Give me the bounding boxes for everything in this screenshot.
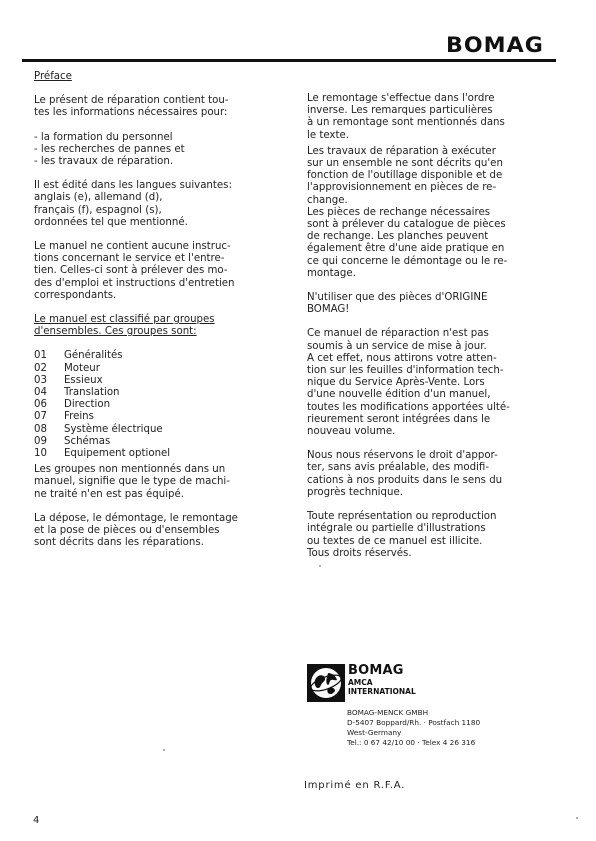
- reassembly-paragraph: [307, 93, 543, 142]
- globe-icon: [307, 664, 345, 702]
- text-line: d'ensembles. Ces groupes sont:: [34, 326, 197, 338]
- text-line: manuel, signifie que le type de machi-: [34, 476, 230, 488]
- text-line: Le manuel ne contient aucune instruc-: [34, 241, 231, 253]
- text-line: Les pièces de rechange nécessaires: [307, 206, 491, 218]
- reproduction-paragraph: [307, 511, 543, 560]
- text-line: soumis à un service de mise à jour.: [307, 340, 487, 352]
- text-line: inverse. Les remarques particulières: [307, 105, 493, 117]
- address-line: West-Germany: [347, 728, 402, 737]
- scan-speck: [163, 749, 165, 751]
- text-line: Le manuel est classifié par groupes: [34, 314, 215, 326]
- logo-line-brand: BOMAG: [348, 663, 404, 678]
- text-line: La dépose, le démontage, le remontage: [34, 512, 238, 524]
- text-line: nique du Service Après-Vente. Lors: [307, 377, 485, 389]
- list-item: - la formation du personnel: [34, 131, 173, 143]
- address-line: Tel.: 0 67 42/10 00 · Telex 4 26 316: [347, 738, 476, 747]
- text-line: A cet effet, nous attirons votre atten-: [307, 352, 497, 364]
- group-name: Direction: [64, 399, 111, 411]
- repair-work-paragraph: [307, 146, 543, 207]
- group-number: 06: [34, 399, 47, 411]
- group-name: Translation: [64, 387, 120, 399]
- imprint-note: Imprimé en R.F.A.: [304, 780, 406, 791]
- left-column: [34, 71, 274, 550]
- list-item: - les recherches de pannes et: [34, 143, 185, 155]
- text-line: anglais (e), allemand (d),: [34, 192, 163, 204]
- group-number: 09: [34, 435, 47, 447]
- group-item: [34, 424, 274, 436]
- text-line: tions concernant le service et l'entre-: [34, 253, 225, 265]
- text-line: de rechange. Les planches peuvent: [307, 231, 489, 243]
- group-item: [34, 375, 274, 387]
- text-line: sur un ensemble ne sont décrits qu'en: [307, 158, 503, 170]
- text-line: ne traité n'en est pas équipé.: [34, 488, 184, 500]
- logo-wordmark: [348, 664, 416, 696]
- text-line: cations à nos produits dans le sens du: [307, 474, 503, 486]
- group-name: Généralités: [64, 350, 123, 362]
- text-line: ter, sans avis préalable, des modifi-: [307, 462, 490, 474]
- text-line: Les travaux de réparation à exécuter: [307, 145, 496, 157]
- text-line: Ce manuel de réparaction n'est pas: [307, 328, 489, 340]
- text-line: ordonnées tel que mentionné.: [34, 216, 188, 228]
- text-line: à un remontage sont mentionnés dans: [307, 117, 505, 129]
- group-name: Essieux: [64, 374, 103, 386]
- text-line: correspondants.: [34, 289, 117, 301]
- group-item: [34, 448, 274, 460]
- group-number: 01: [34, 350, 47, 362]
- groups-heading: [34, 314, 274, 338]
- group-item: [34, 387, 274, 399]
- text-line: tion sur les feuilles d'information tech-: [307, 365, 504, 377]
- text-line: sont décrits dans les réparations.: [34, 537, 204, 549]
- logo-line-amca: AMCA: [348, 678, 373, 687]
- intro-paragraph: [34, 95, 274, 119]
- text-line: d'une nouvelle édition d'un manuel,: [307, 389, 491, 401]
- text-line: également être d'une aide pratique en: [307, 243, 505, 255]
- group-number: 03: [34, 374, 47, 386]
- group-item: [34, 350, 274, 362]
- purpose-list: [34, 132, 274, 169]
- text-line: le texte.: [307, 129, 349, 141]
- text-line: tien. Celles-ci sont à prélever des mo-: [34, 265, 228, 277]
- address-line: D-5407 Boppard/Rh. · Postfach 1180: [347, 718, 481, 727]
- company-logo: [307, 664, 447, 702]
- group-name: Moteur: [64, 362, 100, 374]
- scan-speck: [576, 817, 578, 819]
- text-line: intégrale ou partielle d'illustrations: [307, 523, 486, 535]
- text-line: Tous droits réservés.: [307, 547, 412, 559]
- group-item: [34, 363, 274, 375]
- text-line: des d'emploi et instructions d'entretien: [34, 277, 235, 289]
- text-line: tes les informations nécessaires pour:: [34, 107, 228, 119]
- manual-note-paragraph: [34, 241, 274, 302]
- spare-parts-paragraph: [307, 207, 543, 280]
- text-line: l'approvisionnement en pièces de re-: [307, 182, 497, 194]
- removal-paragraph: [34, 513, 274, 550]
- text-line: Le présent de réparation contient tou-: [34, 95, 229, 107]
- group-item: [34, 436, 274, 448]
- group-name: Freins: [64, 411, 94, 423]
- updates-paragraph: [307, 328, 543, 438]
- header-rule: [22, 59, 556, 62]
- text-line: Les groupes non mentionnés dans un: [34, 464, 226, 476]
- logo-line-international: INTERNATIONAL: [348, 687, 416, 696]
- text-line: Nous nous réservons le droit d'appor-: [307, 450, 498, 462]
- text-line: rieurement seront intégrées dans le: [307, 413, 491, 425]
- not-mentioned-paragraph: [34, 464, 274, 501]
- text-line: progrès technique.: [307, 486, 403, 498]
- right-column: [307, 93, 543, 560]
- company-address: [347, 708, 480, 748]
- text-line: Le remontage s'effectue dans l'ordre: [307, 93, 495, 104]
- text-line: N'utiliser que des pièces d'ORIGINE: [307, 292, 488, 304]
- address-line: BOMAG-MENCK GMBH: [347, 708, 429, 717]
- group-item: [34, 399, 274, 411]
- text-line: BOMAG!: [307, 304, 350, 316]
- text-line: sont à prélever du catalogue de pièces: [307, 219, 506, 231]
- text-line: nouveau volume.: [307, 426, 396, 438]
- group-number: 07: [34, 411, 47, 423]
- list-item: - les travaux de réparation.: [34, 156, 174, 168]
- preface-title: Préface: [34, 71, 72, 82]
- text-line: ou textes de ce manuel est illicite.: [307, 535, 483, 547]
- brand-wordmark: BOMAG: [446, 33, 544, 57]
- text-line: toutes les modifications apportées ulté-: [307, 401, 510, 413]
- page-number: 4: [33, 815, 40, 826]
- text-line: et la pose de pièces ou d'ensembles: [34, 525, 220, 537]
- text-line: Toute représentation ou reproduction: [307, 511, 497, 523]
- group-number: 02: [34, 362, 47, 374]
- text-line: montage.: [307, 267, 356, 279]
- text-line: Il est édité dans les langues suivantes:: [34, 180, 232, 192]
- groups-list: [34, 350, 274, 460]
- languages-paragraph: [34, 180, 274, 229]
- group-item: [34, 411, 274, 423]
- group-number: 04: [34, 387, 47, 399]
- text-line: change.: [307, 194, 348, 206]
- scan-speck: [319, 565, 321, 567]
- text-line: fonction de l'outillage disponible et de: [307, 170, 503, 182]
- group-name: Equipement optionel: [64, 448, 171, 460]
- text-line: ce qui concerne le démontage ou le re-: [307, 255, 508, 267]
- group-number: 10: [34, 448, 47, 460]
- group-name: Schémas: [64, 435, 111, 447]
- origin-paragraph: [307, 292, 543, 316]
- rights-paragraph: [307, 450, 543, 499]
- text-line: français (f), espagnol (s),: [34, 204, 162, 216]
- group-number: 08: [34, 423, 47, 435]
- group-name: Système électrique: [64, 423, 163, 435]
